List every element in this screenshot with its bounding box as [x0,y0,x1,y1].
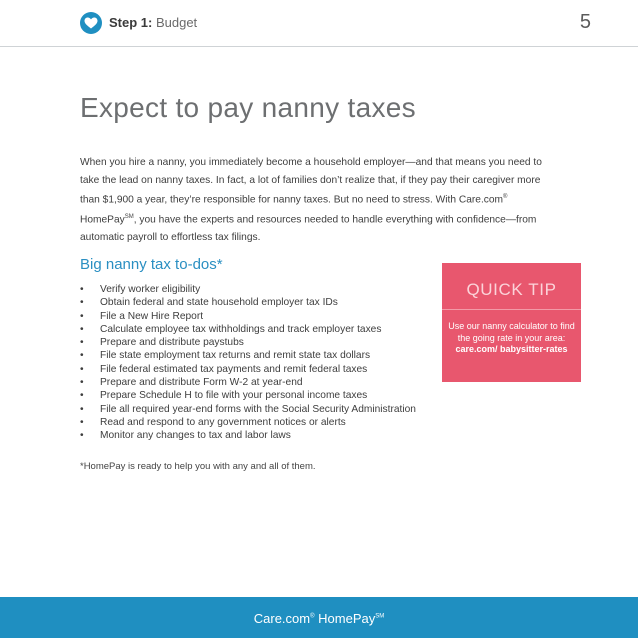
registered-mark: ® [503,194,508,200]
footnote: *HomePay is ready to help you with any and all of them. [80,461,316,472]
footer-registered-mark: ® [310,614,315,620]
care-heart-icon [80,12,102,34]
page-title: Expect to pay nanny taxes [80,92,416,123]
list-item: • File a New Hire Report [80,310,416,323]
quick-tip-divider [442,309,581,310]
step-indicator [109,15,197,30]
footer-brand [254,611,384,626]
intro-text-1: When you hire a nanny, you immediately become a household employer—and that means you need to take the lead on nanny taxes. In fact, a lot of families don’t realize that, if they pay their caregiver more than $1,900 a year, they’re responsible for nanny taxes. But no need to stress. With Care.com [80,157,542,206]
list-item: • Prepare Schedule H to file with your personal income taxes [80,389,416,402]
list-item: • File state employment tax returns and remit state tax dollars [80,349,416,362]
quick-tip-text: Use our nanny calculator to find the going rate in your area: [448,321,575,343]
list-item: • Obtain federal and state household employer tax IDs [80,296,416,309]
page-number: 5 [579,11,591,33]
page-header [0,0,638,47]
list-item: • Verify worker eligibility [80,283,416,296]
service-mark: SM [124,213,134,220]
list-item: • Monitor any changes to tax and labor laws [80,429,416,442]
todo-list [80,283,416,443]
quick-tip-body [442,321,581,356]
list-item: • File all required year-end forms with the Social Security Administration [80,403,416,416]
intro-text-2: , you have the experts and resources needed to handle everything with confidence—from automatic payroll to effortless tax filings. [80,214,537,243]
footer-brand-name: HomePay [318,611,376,627]
quick-tip-box [442,263,581,382]
list-item: • File federal estimated tax payments and remit federal taxes [80,363,416,376]
list-item: • Prepare and distribute Form W-2 at year-end [80,376,416,389]
todo-subheading: Big nanny tax to-dos* [80,256,223,273]
page-footer [0,597,638,638]
footer-brand-prefix: Care.com [253,611,311,627]
intro-brand: HomePay [80,214,125,226]
list-item: • Calculate employee tax withholdings and track employer taxes [80,323,416,336]
quick-tip-title: QUICK TIP [466,280,557,299]
step-name: Budget [155,15,198,30]
list-item: • Prepare and distribute paystubs [80,336,416,349]
quick-tip-link[interactable]: care.com/ babysitter-rates [455,344,568,354]
footer-service-mark: SM [375,614,385,620]
step-label: Step 1: [109,15,153,30]
intro-paragraph [80,154,550,246]
list-item: • Read and respond to any government notices or alerts [80,416,416,429]
